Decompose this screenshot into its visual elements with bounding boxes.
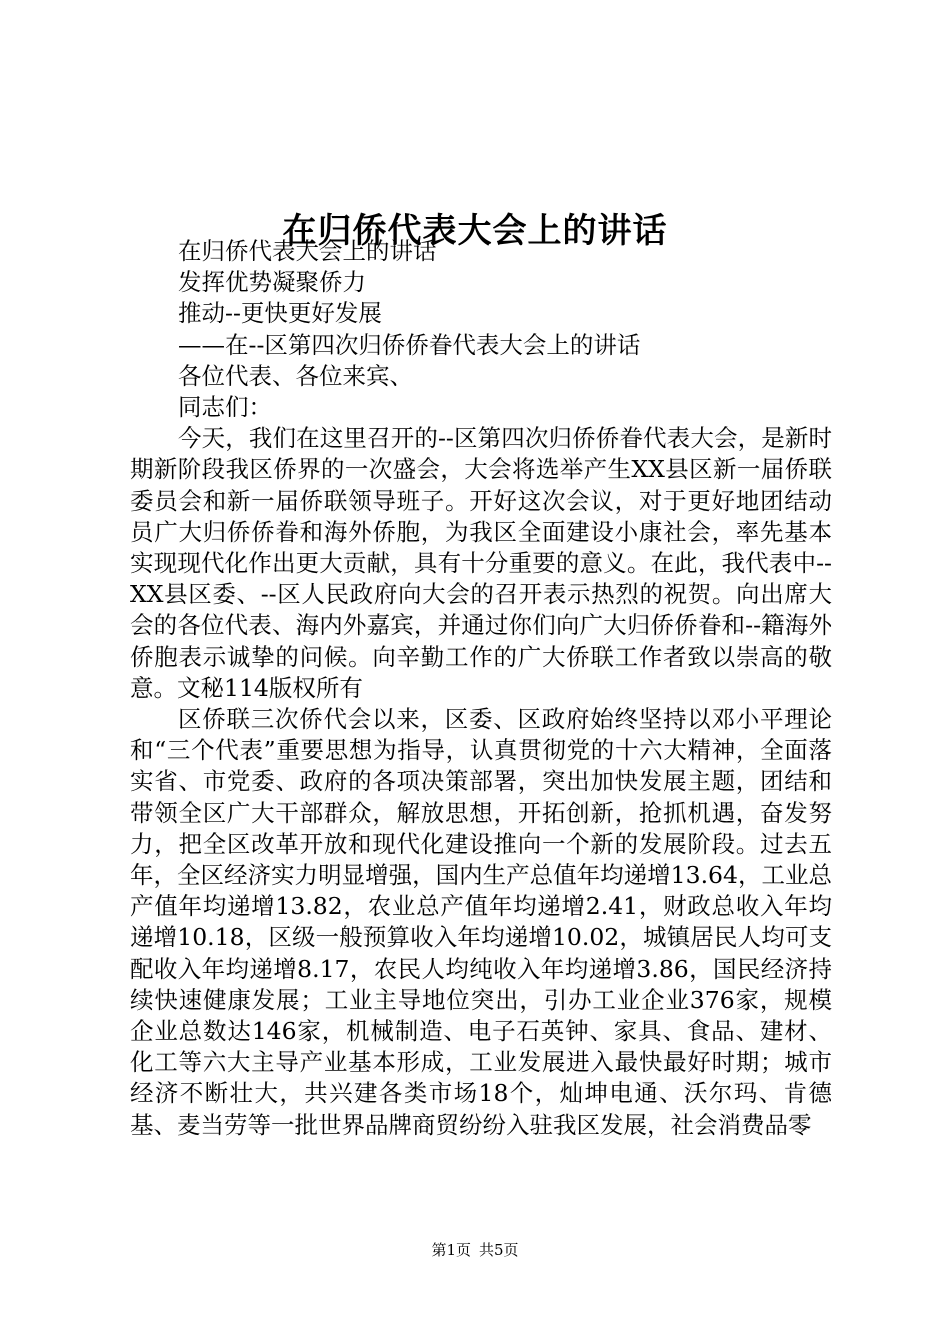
heading-line-subtitle: 在归侨代表大会上的讲话 bbox=[178, 237, 437, 265]
document-body bbox=[130, 236, 832, 1141]
heading-line-slogan-2: 推动--更快更好发展 bbox=[178, 299, 382, 328]
page-number: 第1页 bbox=[431, 1241, 471, 1259]
heading-line-occasion: ——在--区第四次归侨侨眷代表大会上的讲话 bbox=[178, 330, 641, 359]
page-footer bbox=[0, 1240, 950, 1260]
heading-line-slogan-1: 发挥优势凝聚侨力 bbox=[178, 268, 366, 297]
paragraph-1: 今天，我们在这里召开的--区第四次归侨侨眷代表大会，是新时期新阶段我区侨界的一次盛会，大会将选举产生XX县区新一届侨联委员会和新一届侨联领导班子。开好这次会议，对于更好地团结动员广大归侨侨眷和海外侨胞，为我区全面建设小康社会，率先基本实现现代化作出更大贡献，具有十分重要的意义。在此，我代表中--XX县区委、--区人民政府向大会的召开表示热烈的祝贺。向出席大会的各位代表、海内外嘉宾，并通过你们向广大归侨侨眷和--籍海外侨胞表示诚挚的问候。向辛勤工作的广大侨联工作者致以崇高的敬意。文秘114版权所有 bbox=[130, 424, 832, 702]
salutation-line-2: 同志们： bbox=[178, 393, 272, 422]
document-title: 在归侨代表大会上的讲话 bbox=[282, 210, 668, 251]
salutation-line-1: 各位代表、各位来宾、 bbox=[178, 361, 413, 390]
paragraph-2: 区侨联三次侨代会以来，区委、区政府始终坚持以邓小平理论和“三个代表”重要思想为指导，认真贯彻党的十六大精神，全面落实省、市党委、政府的各项决策部署，突出加快发展主题，团结和带领全区广大干部群众，解放思想，开拓创新，抢抓机遇，奋发努力，把全区改革开放和现代化建设推向一个新的发展阶段。过去五年，全区经济实力明显增强，国内生产总值年均递增13.64，工业总产值年均递增13.82，农业总产值年均递增2.41，财政总收入年均递增10.18，区级一般预算收入年均递增10.02，城镇居民人均可支配收入年均递增8.17，农民人均纯收入年均递增3.86，国民经济持续快速健康发展；工业主导地位突出，引办工业企业376家，规模企业总数达146家，机械制造、电子石英钟、家具、食品、建材、化工等六大主导产业基本形成，工业发展进入最快最好时期；城市经济不断壮大，共兴建各类市场18个，灿坤电通、沃尔玛、肯德基、麦当劳等一批世界品牌商贸纷纷入驻我区发展，社会消费品零 bbox=[130, 705, 832, 1139]
page-total: 共5页 bbox=[479, 1241, 519, 1259]
